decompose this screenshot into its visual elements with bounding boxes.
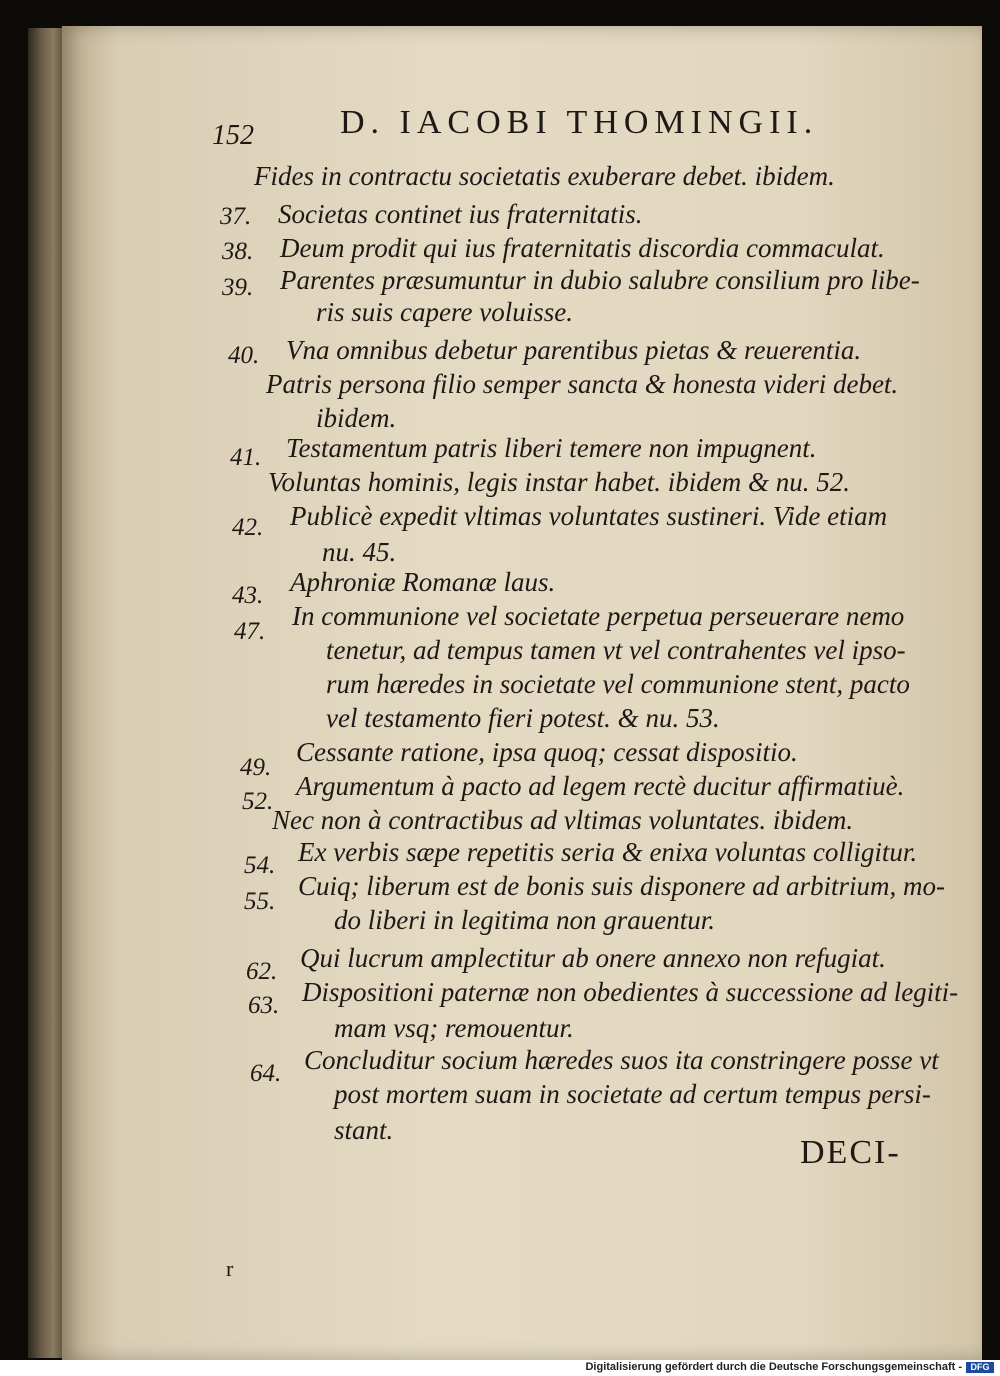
entry-line: tenetur, ad tempus tamen vt vel contrahentes vel ipso- [326,635,906,665]
entry-line: Aphroniæ Romanæ laus. [290,567,556,597]
entry-number: 52. [242,788,274,815]
entry-number: 49. [240,754,272,781]
entry-line: Vna omnibus debetur parentibus pietas & reuerentia. [286,335,862,365]
entry-line: In communione vel societate perpetua perseuerare nemo [292,601,905,631]
entry-line: ris suis capere voluisse. [316,297,573,327]
entry-line: stant. [334,1115,394,1145]
catchword: DECI- [800,1134,901,1171]
entry-number: 64. [250,1060,282,1087]
entry-line: Ex verbis sæpe repetitis seria & enixa voluntas colligitur. [298,837,918,867]
signature-mark: r [226,1256,234,1281]
entry-number: 37. [220,203,252,230]
entry-line: Qui lucrum amplectitur ab onere annexo non refugiat. [300,943,886,973]
entry-line: Fides in contractu societatis exuberare debet. ibidem. [254,161,835,191]
entry-line: Concluditur socium hæredes suos ita constringere posse vt [304,1045,939,1075]
entry-line: Cuiq; liberum est de bonis suis disponere ad arbitrium, mo- [298,871,945,901]
entry-line: vel testamento fieri potest. & nu. 53. [326,703,720,733]
entry-number: 42. [232,514,264,541]
entry-line: Testamentum patris liberi temere non impugnent. [286,433,817,463]
entry-line: ibidem. [316,403,397,433]
entry-line: Publicè expedit vltimas voluntates sustineri. Vide etiam [290,501,888,531]
entry-number: 38. [222,238,254,265]
entry-number: 62. [246,958,278,985]
entry-number: 54. [244,852,276,879]
running-title: D. IACOBI THOMINGII. [340,104,819,141]
entry-number: 63. [248,992,280,1019]
entry-line: Dispositioni paternæ non obedientes à successione ad legiti- [302,977,959,1007]
entry-number: 40. [228,342,260,369]
entry-number: 47. [234,618,266,645]
entry-line: Voluntas hominis, legis instar habet. ibidem & nu. 52. [268,467,851,497]
entry-line: Patris persona filio semper sancta & honesta videri debet. [266,369,899,399]
entry-line: do liberi in legitima non grauentur. [334,905,715,935]
entry-number: 43. [232,582,264,609]
entry-number: 55. [244,888,276,915]
funding-credit: Digitalisierung gefördert durch die Deutsche Forschungsgemeinschaft - [585,1361,962,1373]
entry-line: Parentes præsumuntur in dubio salubre consilium pro libe- [280,265,920,295]
digitization-footer [0,1360,1000,1376]
dfg-logo-icon: DFG [966,1362,994,1373]
entry-line: Societas continet ius fraternitatis. [278,199,643,229]
entry-line: mam vsq; remouentur. [334,1013,574,1043]
entry-line: nu. 45. [322,537,397,567]
entry-line: rum hæredes in societate vel communione stent, pacto [326,669,910,699]
entry-number: 39. [222,274,254,301]
entry-line: Deum prodit qui ius fraternitatis discordia commaculat. [280,233,885,263]
entry-number: 41. [230,444,262,471]
page-header [212,104,852,150]
entry-line: post mortem suam in societate ad certum tempus persi- [334,1079,931,1109]
entry-line: Argumentum à pacto ad legem rectè ducitur affirmatiuè. [296,771,905,801]
entry-line: Nec non à contractibus ad vltimas voluntates. ibidem. [272,805,854,835]
entry-line: Cessante ratione, ipsa quoq; cessat dispositio. [296,737,798,767]
page-number: 152 [212,120,254,151]
